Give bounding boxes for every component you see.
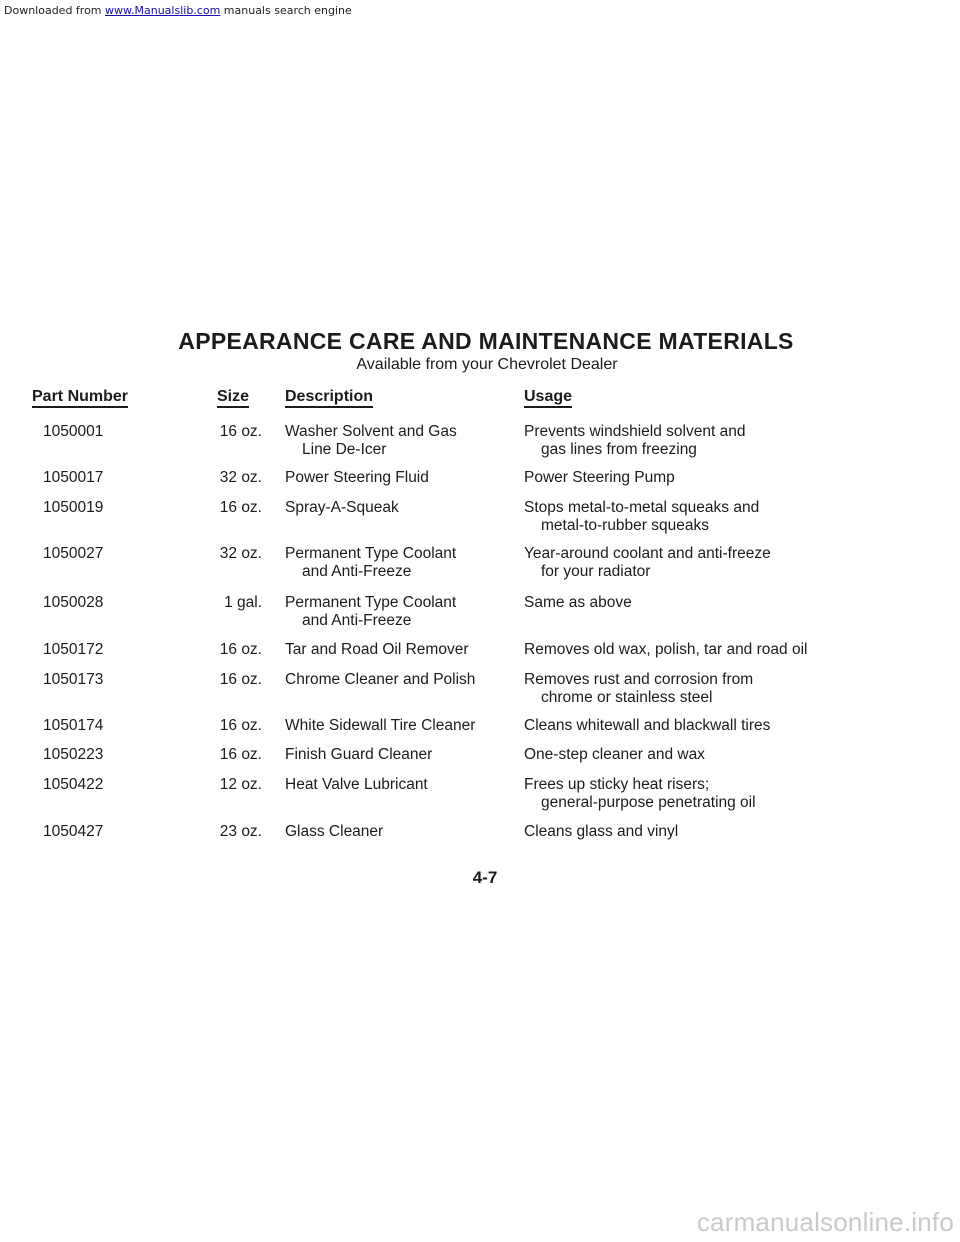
part-number-cell: 1050422 xyxy=(43,776,104,793)
size-cell: 16 oz. xyxy=(219,717,262,734)
manualslib-link[interactable]: www.Manualslib.com xyxy=(105,4,221,17)
description-cell: Washer Solvent and Gas Line De-Icer xyxy=(285,423,457,458)
part-number-cell: 1050223 xyxy=(43,746,104,763)
size-cell: 16 oz. xyxy=(219,641,262,658)
description-cell: Power Steering Fluid xyxy=(285,469,429,486)
description-cell: Tar and Road Oil Remover xyxy=(285,641,469,658)
usage-cell: Frees up sticky heat risers; general-purpose penetrating oil xyxy=(524,776,756,811)
description-cell: Finish Guard Cleaner xyxy=(285,746,433,763)
page-title: APPEARANCE CARE AND MAINTENANCE MATERIALS xyxy=(178,328,794,354)
part-number-cell: 1050172 xyxy=(43,641,104,658)
usage-cell: Same as above xyxy=(524,594,632,611)
size-cell: 12 oz. xyxy=(219,776,262,793)
size-cell: 16 oz. xyxy=(219,423,262,440)
part-number-cell: 1050028 xyxy=(43,594,104,611)
usage-cell: One-step cleaner and wax xyxy=(524,746,705,763)
size-cell: 16 oz. xyxy=(219,746,262,763)
usage-cell: Power Steering Pump xyxy=(524,469,675,486)
size-cell: 23 oz. xyxy=(219,823,262,840)
part-number-cell: 1050001 xyxy=(43,423,104,440)
usage-cell: Year-around coolant and anti-freeze for your radiator xyxy=(524,545,771,580)
page-number: 4-7 xyxy=(472,868,498,887)
description-cell: Chrome Cleaner and Polish xyxy=(285,671,476,688)
usage-cell: Stops metal-to-metal squeaks and metal-to-rubber squeaks xyxy=(524,499,760,534)
page-subtitle: Available from your Chevrolet Dealer xyxy=(356,356,618,373)
column-header-part-number: Part Number xyxy=(32,388,128,406)
description-cell: Heat Valve Lubricant xyxy=(285,776,428,793)
usage-cell: Cleans glass and vinyl xyxy=(524,823,679,840)
usage-cell: Removes old wax, polish, tar and road oil xyxy=(524,641,808,658)
column-header-size: Size xyxy=(217,388,249,406)
description-cell: White Sidewall Tire Cleaner xyxy=(285,717,476,734)
column-header-usage: Usage xyxy=(524,388,572,406)
description-cell: Permanent Type Coolant and Anti-Freeze xyxy=(285,594,457,629)
usage-cell: Removes rust and corrosion from chrome or stainless steel xyxy=(524,671,754,706)
usage-cell: Prevents windshield solvent and gas lines from freezing xyxy=(524,423,746,458)
part-number-cell: 1050017 xyxy=(43,469,104,486)
description-cell: Permanent Type Coolant and Anti-Freeze xyxy=(285,545,457,580)
size-cell: 16 oz. xyxy=(219,671,262,688)
banner-prefix: Downloaded from xyxy=(4,4,106,17)
part-number-cell: 1050173 xyxy=(43,671,104,688)
description-cell: Glass Cleaner xyxy=(285,823,384,840)
size-cell: 1 gal. xyxy=(224,594,262,611)
part-number-cell: 1050019 xyxy=(43,499,104,516)
description-cell: Spray-A-Squeak xyxy=(285,499,399,516)
part-number-cell: 1050027 xyxy=(43,545,104,562)
usage-cell: Cleans whitewall and blackwall tires xyxy=(524,717,771,734)
banner-suffix: manuals search engine xyxy=(220,4,352,17)
size-cell: 32 oz. xyxy=(219,545,262,562)
column-header-description: Description xyxy=(285,388,373,406)
size-cell: 16 oz. xyxy=(219,499,262,516)
part-number-cell: 1050174 xyxy=(43,717,104,734)
site-watermark: carmanualsonline.info xyxy=(696,1207,954,1237)
part-number-cell: 1050427 xyxy=(43,823,104,840)
size-cell: 32 oz. xyxy=(219,469,262,486)
